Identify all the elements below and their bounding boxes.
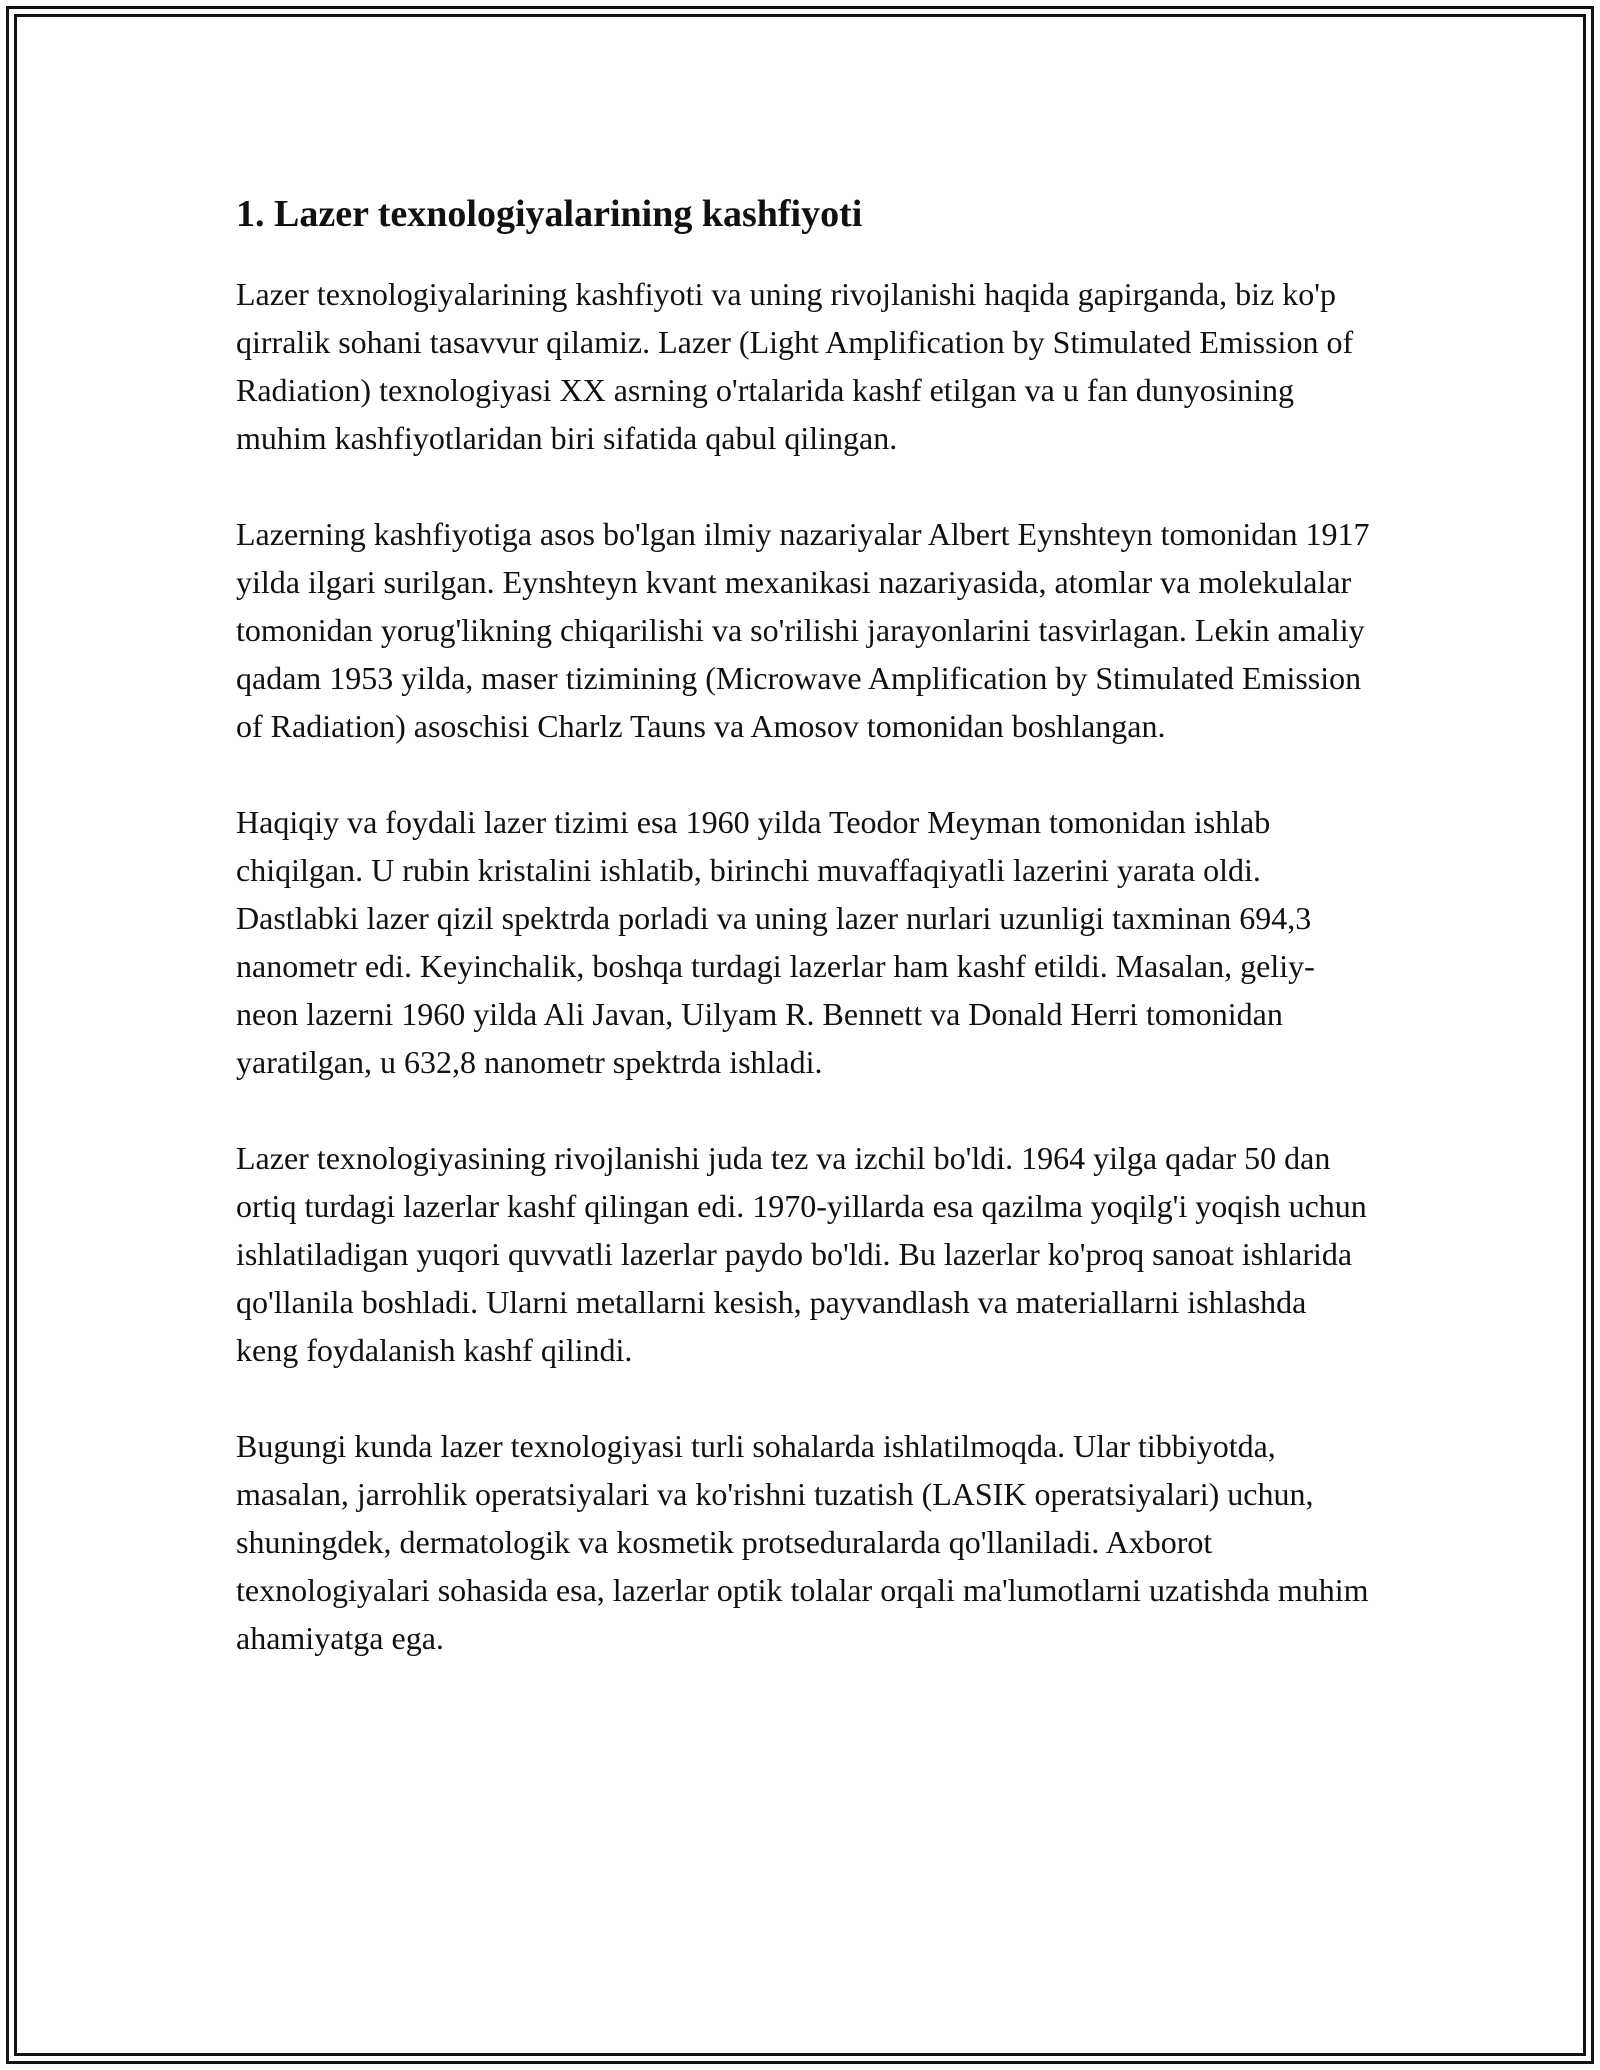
paragraph-3: Haqiqiy va foydali lazer tizimi esa 1960 yilda Teodor Meyman tomonidan ishlab chiqilgan. U rubin kristalini ishlatib, birinchi muvaffaqiyatli lazerini yarata oldi. Dastlabki lazer qizil spektrda porladi va uning lazer nurlari uzunligi taxminan 694,3 nanometr edi. Keyinchalik, boshqa turdagi lazerlar ham kashf etildi. Masalan, geliy-neon lazerni 1960 yilda Ali Javan, Uilyam R. Bennett va Donald Herri tomonidan yaratilgan, u 632,8 nanometr spektrda ishladi. <box>236 804 1315 1080</box>
paragraph-2: Lazerning kashfiyotiga asos bo'lgan ilmiy nazariyalar Albert Eynshteyn tomonidan 1917 yilda ilgari surilgan. Eynshteyn kvant mexanikasi nazariyasida, atomlar va molekulalar tomonidan yorug'likning chiqarilishi va so'rilishi jarayonlarini tasvirlagan. Lekin amaliy qadam 1953 yilda, maser tizimining (Microwave Amplification by Stimulated Emission of Radiation) asoschisi Charlz Tauns va Amosov tomonidan boshlangan. <box>236 516 1370 744</box>
paragraph-1: Lazer texnologiyalarining kashfiyoti va uning rivojlanishi haqida gapirganda, biz ko'p qirralik sohani tasavvur qilamiz. Lazer (Light Amplification by Stimulated Emission of Radiation) texnologiyasi XX asrning o'rtalarida kashf etilgan va u fan dunyosining muhim kashfiyotlaridan biri sifatida qabul qilingan. <box>236 276 1354 456</box>
section-heading: 1. Lazer texnologiyalarining kashfiyoti <box>236 193 863 235</box>
document-body <box>236 188 1376 1710</box>
paragraph-5: Bugungi kunda lazer texnologiyasi turli sohalarda ishlatilmoqda. Ular tibbiyotda, masalan, jarrohlik operatsiyalari va ko'rishni tuzatish (LASIK operatsiyalari) uchun, shuningdek, dermatologik va kosmetik protseduralarda qo'llaniladi. Axborot texnologiyalari sohasida esa, lazerlar optik tolalar orqali ma'lumotlarni uzatishda muhim ahamiyatga ega. <box>236 1428 1369 1656</box>
paragraph-4: Lazer texnologiyasining rivojlanishi juda tez va izchil bo'ldi. 1964 yilga qadar 50 dan ortiq turdagi lazerlar kashf qilingan edi. 1970-yillarda esa qazilma yoqilg'i yoqish uchun ishlatiladigan yuqori quvvatli lazerlar paydo bo'ldi. Bu lazerlar ko'proq sanoat ishlarida qo'llanila boshladi. Ularni metallarni kesish, payvandlash va materiallarni ishlashda keng foydalanish kashf qilindi. <box>236 1140 1367 1368</box>
